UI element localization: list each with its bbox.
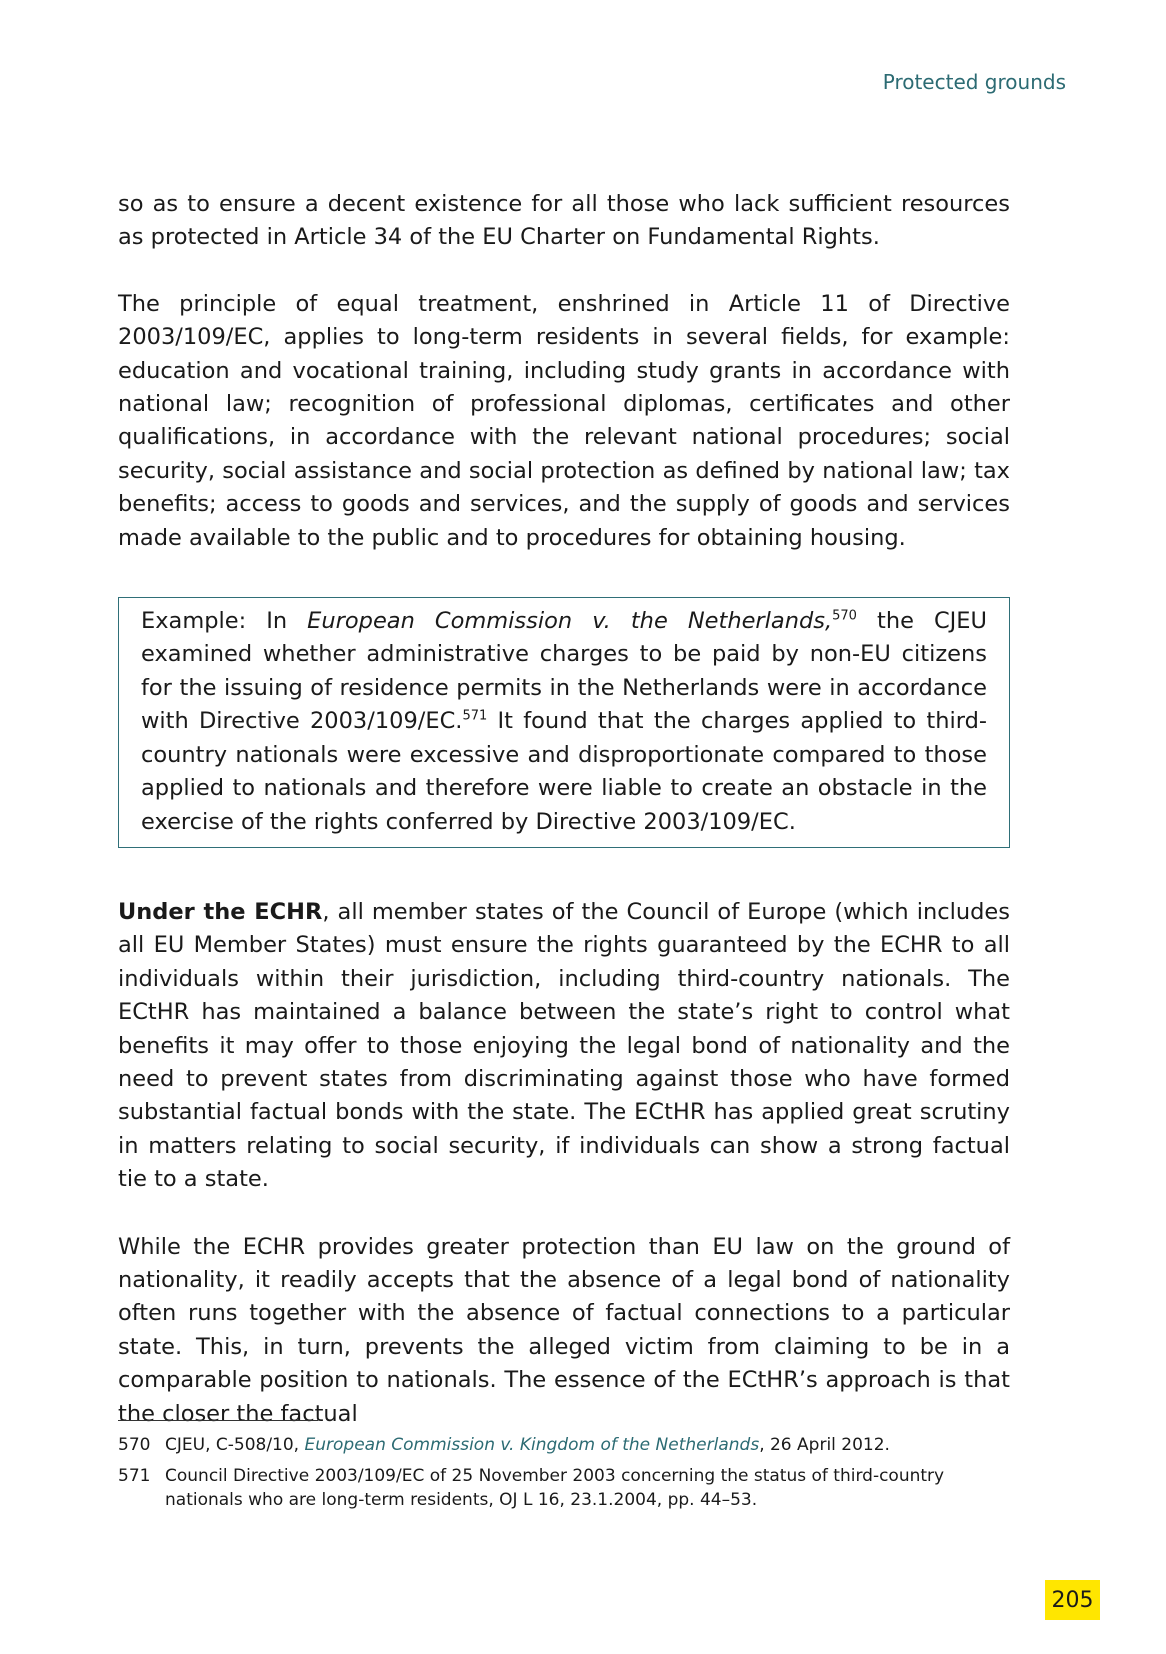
- paragraph-3-text: , all member states of the Council of Europe (which includes all EU Member States) must ensure the rights guaranteed by the ECHR to all individuals within their jurisdiction, including third-country nationals. The ECtHR has maintained a balance between the state’s right to control what benefits it may offer to those enjoying the legal bond of nationality and the need to prevent states from discriminating against those who have formed substantial factual bonds with the state. The ECtHR has applied great scrutiny in matters relating to social security, if individuals can show a strong factual tie to a state.: [118, 898, 1010, 1193]
- example-text-1: the CJEU examined whether administrative charges to be paid by non-EU citizens for the issuing of residence permits in the Netherlands were in accordance with Directive 2003/109/EC.: [141, 608, 987, 735]
- footnote-ref-571[interactable]: 571: [462, 708, 488, 724]
- paragraph-4: While the ECHR provides greater protection than EU law on the ground of nationality, it readily accepts that the absence of a legal bond of nationality often runs together with the absence of factual connections to a particular state. This, in turn, prevents the alleged victim from claiming to be in a comparable position to nationals. The essence of the ECtHR’s approach is that the closer the factual: [118, 1233, 1010, 1427]
- case-name: European Commission v. the Netherlands,: [307, 608, 833, 635]
- paragraph-3: [118, 896, 1010, 1197]
- footnote-number: 571: [118, 1466, 151, 1486]
- page-number-badge: 205: [1045, 1580, 1100, 1620]
- paragraph-1: so as to ensure a decent existence for all those who lack sufficient resources as protected in Article 34 of the EU Charter on Fundamental Rights.: [118, 191, 1010, 251]
- main-content: [118, 188, 1010, 1431]
- footnotes: [118, 1433, 998, 1519]
- footnote-date: , 26 April 2012.: [759, 1435, 890, 1455]
- paragraph-3-lead: Under the ECHR: [118, 898, 323, 925]
- footnote-number: 570: [118, 1435, 151, 1455]
- footnote-ref-570[interactable]: 570: [832, 608, 857, 624]
- example-box: [118, 597, 1010, 848]
- running-head: Protected grounds: [882, 70, 1066, 94]
- footnote-570: [118, 1433, 998, 1457]
- example-lead: Example: In: [141, 608, 308, 635]
- footnote-case-link[interactable]: European Commission v. Kingdom of the Netherlands: [304, 1435, 760, 1455]
- paragraph-2: The principle of equal treatment, enshrined in Article 11 of Directive 2003/109/EC, applies to long-term residents in several fields, for example: education and vocational training, including study grants in accordance with national law; recognition of professional diplomas, certificates and other qualifications, in accordance with the relevant national procedures; social security, social assistance and social protection as defined by national law; tax benefits; access to goods and services, and the supply of goods and services made available to the public and to procedures for obtaining housing.: [118, 290, 1010, 551]
- footnote-571: [118, 1464, 998, 1512]
- footnote-text: [165, 1433, 998, 1457]
- footnote-citation: CJEU, C-508/10,: [165, 1435, 305, 1455]
- footnote-text: Council Directive 2003/109/EC of 25 November 2003 concerning the status of third-country nationals who are long-term residents, OJ L 16, 23.1.2004, pp. 44–53.: [165, 1466, 945, 1510]
- example-text-2: It found that the charges applied to third-country nationals were excessive and disproportionate compared to those applied to nationals and therefore were liable to create an obstacle in the exercise of the rights conferred by Directive 2003/109/EC.: [141, 708, 988, 835]
- footnote-divider: [118, 1420, 318, 1421]
